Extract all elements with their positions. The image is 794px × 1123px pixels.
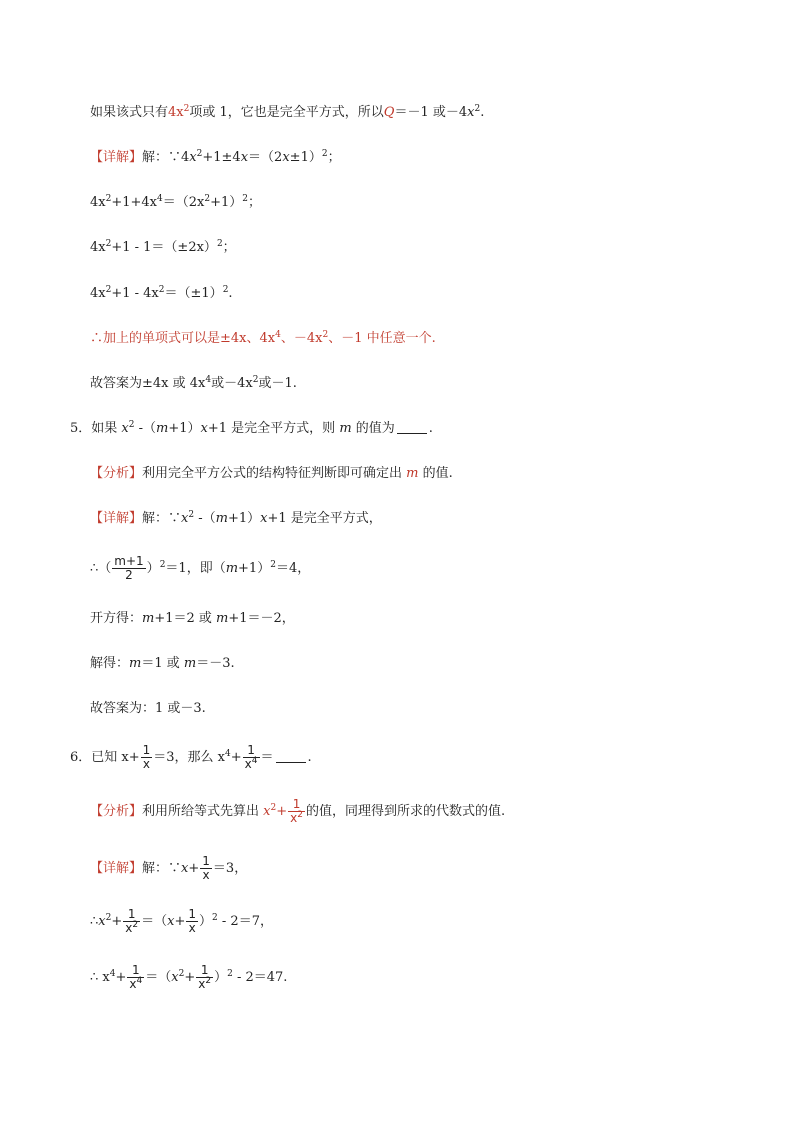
text: m: [142, 611, 155, 626]
text-line: [90, 610, 295, 628]
text: x: [181, 861, 189, 876]
text: x: [263, 804, 271, 819]
text-line: [90, 655, 235, 673]
superscript: 2: [204, 194, 211, 204]
fraction-numerator: 1: [288, 798, 305, 812]
text: .: [307, 750, 312, 765]
text: ∴: [90, 914, 99, 929]
fraction-denominator: [196, 978, 213, 991]
fraction-numerator: 1: [196, 964, 213, 978]
text: +1＝2 或: [154, 611, 217, 626]
text: +1+4x: [111, 195, 158, 210]
text: +: [111, 914, 123, 929]
superscript: 2: [212, 913, 218, 923]
text: ＝: [260, 750, 274, 765]
text: 、－4x: [280, 331, 323, 346]
text: ）: [214, 970, 228, 985]
question-6: [70, 741, 312, 775]
superscript: 2: [159, 560, 166, 570]
text: 4x: [90, 286, 106, 301]
text: 解：∵: [142, 861, 182, 876]
fraction-numerator: 1: [123, 908, 140, 922]
text: 解：∵4: [142, 150, 190, 165]
fraction: [141, 744, 153, 771]
text: x: [181, 511, 189, 526]
text: 故答案为±4x 或 4x: [90, 376, 206, 391]
text-line: [90, 285, 233, 303]
text-line: [90, 552, 310, 586]
text: m: [406, 466, 419, 481]
superscript: 2: [216, 239, 223, 249]
fraction-denominator: [243, 758, 260, 771]
fraction: [123, 908, 140, 935]
fraction-numerator: 1: [188, 907, 197, 921]
fraction: [112, 555, 145, 582]
text-line: [90, 149, 341, 167]
text: +1 - 4x: [111, 286, 159, 301]
text: 开方得：: [90, 611, 143, 626]
superscript: 2: [158, 285, 165, 295]
text: x: [467, 105, 475, 120]
text: 4x: [90, 195, 106, 210]
analysis-tag: 【分析】: [90, 804, 143, 819]
fraction: [196, 964, 213, 991]
text: +: [276, 804, 288, 819]
text: - 2＝7，: [217, 914, 273, 929]
superscript: 2: [105, 285, 112, 295]
superscript: 2: [178, 969, 185, 979]
text-line: [90, 700, 206, 718]
fraction-numerator: 1: [202, 854, 210, 868]
superscript: 2: [105, 239, 112, 249]
text: - 2＝47.: [232, 970, 288, 985]
text: +1 是完全平方式，: [267, 511, 382, 526]
superscript: 2: [183, 104, 190, 114]
detail-tag: 【详解】: [90, 150, 143, 165]
text: +: [188, 861, 200, 876]
superscript: 4: [157, 194, 163, 204]
text: 的值，同理得到所求的代数式的值.: [305, 804, 506, 819]
question-number: 6．: [70, 750, 92, 765]
text: 故答案为：1 或－3.: [90, 701, 206, 716]
text-line: [90, 905, 273, 939]
superscript: 2: [322, 330, 329, 340]
text: m: [216, 611, 229, 626]
superscript: 2: [196, 149, 203, 159]
text: x: [240, 150, 249, 165]
text: .: [228, 286, 233, 301]
text: ∴加上的单项式可以是±4x、4x: [90, 331, 276, 346]
superscript: 2: [242, 194, 248, 204]
text: ＝（2: [248, 150, 283, 165]
text: +1±4: [202, 150, 241, 165]
text: m: [225, 561, 239, 576]
text: 利用完全平方公式的结构特征判断即可确定出: [142, 466, 407, 481]
fraction-numerator: 1: [142, 743, 151, 757]
text: ；: [248, 195, 262, 210]
text: +1 是完全平方式，则: [207, 421, 340, 436]
fraction-denominator: x: [188, 921, 196, 935]
fraction: [243, 744, 260, 771]
text: ＝－1 或－4: [394, 105, 468, 120]
text: ；: [222, 240, 236, 255]
superscript: 4: [136, 976, 143, 986]
text: x: [200, 421, 208, 436]
superscript: 4: [205, 375, 212, 385]
text: x: [167, 914, 175, 929]
text: 4x: [168, 105, 184, 120]
text: m: [156, 421, 169, 436]
superscript: 2: [297, 810, 303, 820]
superscript: 2: [270, 803, 277, 813]
text: ＝1，即（: [165, 561, 226, 576]
text: 或－4x: [211, 376, 253, 391]
fraction: [288, 798, 305, 825]
fraction: [127, 964, 144, 991]
text: 的值为: [351, 421, 395, 436]
text: 如果: [91, 421, 122, 436]
fraction-numerator: 1: [127, 964, 144, 978]
text: 或－1.: [258, 376, 297, 391]
superscript: 2: [132, 920, 139, 930]
text: 如果该式只有: [90, 105, 169, 120]
text: Q: [383, 105, 395, 120]
analysis-line: [90, 465, 453, 483]
text: 解：∵: [142, 511, 182, 526]
text-line: [90, 961, 287, 995]
fraction-denominator: x: [142, 757, 151, 771]
text: ∴ x: [90, 970, 110, 985]
text-line: [90, 194, 261, 212]
text: ＝4，: [275, 561, 311, 576]
fraction-numerator: 1: [243, 744, 260, 758]
detail-tag: 【详解】: [90, 511, 143, 526]
question-number: 5．: [70, 421, 92, 436]
text: ＝（: [145, 970, 172, 985]
text: 利用所给等式先算出: [142, 804, 264, 819]
text: x: [282, 150, 290, 165]
detail-line: [90, 510, 382, 528]
text: 的值.: [418, 466, 453, 481]
superscript: 4: [275, 330, 281, 340]
text: 、－1 中任意一个.: [328, 331, 436, 346]
fraction: [200, 855, 212, 882]
superscript: 2: [270, 560, 276, 570]
superscript: 2: [105, 913, 112, 923]
text: ＝（: [141, 914, 168, 929]
superscript: 2: [474, 104, 481, 114]
text-line: [90, 330, 436, 348]
text: x: [244, 757, 252, 771]
text: 项或 1，它也是完全平方式，所以: [189, 105, 384, 120]
text: ）: [199, 914, 213, 929]
superscript: 2: [105, 194, 112, 204]
text: .: [428, 421, 433, 436]
answer-blank: [276, 750, 306, 763]
text: x: [98, 914, 106, 929]
text: 已知 x+: [91, 750, 140, 765]
detail-tag: 【详解】: [90, 861, 143, 876]
fraction-denominator: [288, 812, 305, 825]
text: m: [339, 421, 352, 436]
fraction-numerator: m+1: [114, 554, 144, 568]
text: x: [125, 921, 133, 935]
detail-line: [90, 852, 247, 886]
text: m: [183, 656, 197, 671]
text: +1）: [227, 511, 261, 526]
text: +1）: [238, 561, 271, 576]
text: m: [215, 511, 228, 526]
text: -（: [134, 421, 157, 436]
text: ＝1 或: [141, 656, 184, 671]
text: x: [198, 977, 206, 991]
text: ＝（±1）: [164, 286, 223, 301]
text: +: [230, 750, 242, 765]
analysis-tag: 【分析】: [90, 466, 143, 481]
superscript: 2: [227, 969, 233, 979]
text: ＝－3.: [196, 656, 235, 671]
fraction: [186, 908, 198, 935]
answer-blank: [397, 421, 427, 434]
text: +1）: [168, 421, 201, 436]
text: ）: [146, 561, 160, 576]
text: ＝3，: [212, 861, 248, 876]
superscript: 2: [205, 976, 212, 986]
text: x: [121, 421, 129, 436]
superscript: 2: [252, 375, 259, 385]
text: ；: [327, 150, 341, 165]
text-line: [90, 239, 236, 257]
text: 解得：: [90, 656, 130, 671]
superscript: 4: [109, 969, 116, 979]
fraction-denominator: 2: [125, 568, 133, 582]
text: ＝（2x: [162, 195, 205, 210]
question-5: [70, 420, 433, 438]
text: +: [115, 970, 127, 985]
text: -（: [194, 511, 216, 526]
superscript: 2: [188, 510, 195, 520]
text-line: [90, 375, 297, 393]
fraction-denominator: x: [202, 868, 210, 882]
text: ∴（: [90, 561, 112, 576]
superscript: 4: [251, 756, 258, 766]
text: +1）: [210, 195, 243, 210]
fraction-denominator: [123, 922, 140, 935]
text: x: [129, 977, 137, 991]
text: +1 - 1＝（±2x）: [111, 240, 217, 255]
text: x: [290, 811, 298, 825]
text: 4x: [90, 240, 106, 255]
text: .: [480, 105, 485, 120]
text: +: [184, 970, 196, 985]
fraction-denominator: [127, 978, 144, 991]
text: +: [174, 914, 186, 929]
analysis-line: [90, 795, 505, 829]
text: x: [171, 970, 179, 985]
text: x: [189, 150, 197, 165]
superscript: 2: [321, 149, 328, 159]
text: ±1）: [289, 150, 322, 165]
text: ＝3，那么 x: [153, 750, 226, 765]
text: m: [129, 656, 142, 671]
superscript: 4: [225, 749, 231, 759]
superscript: 2: [128, 420, 135, 430]
text-line: [90, 104, 484, 122]
text: x: [260, 511, 268, 526]
superscript: 2: [222, 285, 229, 295]
text: +1＝－2，: [228, 611, 295, 626]
